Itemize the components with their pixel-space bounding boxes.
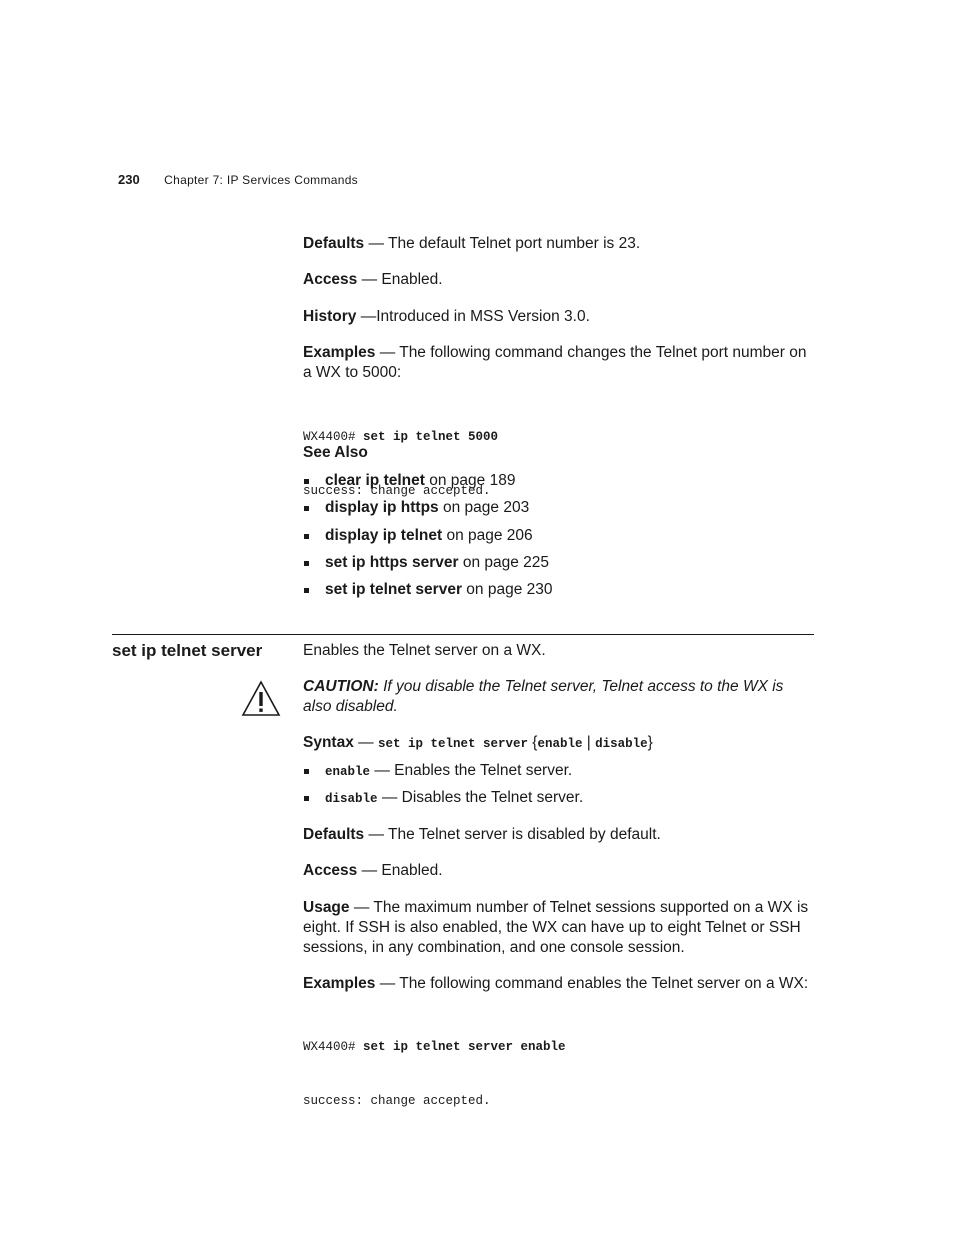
examples-text: — The following command changes the Telnet port number on a WX to 5000: — [303, 344, 807, 381]
defaults-text: — The default Telnet port number is 23. — [364, 235, 641, 252]
parameter-desc: — Enables the Telnet server. — [370, 762, 573, 779]
see-also-item[interactable] — [303, 498, 553, 525]
defaults-text: — The Telnet server is disabled by default. — [364, 826, 661, 843]
parameter-desc: — Disables the Telnet server. — [377, 789, 584, 807]
parameter-name: disable — [325, 792, 378, 807]
see-also-link[interactable]: display ip telnet — [325, 526, 443, 544]
parameter-name: enable — [325, 765, 371, 779]
section-divider — [112, 634, 814, 635]
see-also-page: on page 189 — [424, 472, 516, 489]
examples-paragraph-2 — [303, 974, 823, 994]
code-line — [303, 1038, 566, 1056]
defaults-label: Defaults — [303, 235, 365, 252]
caution-text: If you disable the Telnet server, Telnet access to the WX is also disabled. — [303, 678, 784, 715]
see-also-page: on page 225 — [458, 553, 550, 571]
see-also-link[interactable]: clear ip telnet — [325, 472, 425, 489]
bullet-icon — [304, 561, 309, 566]
defaults-paragraph-2 — [303, 825, 818, 845]
defaults-paragraph — [303, 234, 818, 254]
usage-label: Usage — [303, 899, 350, 916]
bullet-icon — [304, 796, 309, 801]
usage-text: — The maximum number of Telnet sessions supported on a WX is eight. If SSH is also enabled, the WX can have up to eight Telnet or SSH sessions, in any combination, and one console session. — [303, 899, 809, 956]
see-also-item[interactable] — [303, 553, 553, 580]
code-command: set ip telnet 5000 — [363, 430, 499, 444]
code-command: set ip telnet server enable — [363, 1040, 566, 1054]
bullet-icon — [304, 506, 309, 511]
bullet-icon — [304, 534, 309, 539]
usage-paragraph — [303, 898, 813, 958]
syntax-option-disable: disable — [595, 737, 648, 751]
examples-text: — The following command enables the Telnet server on a WX: — [375, 975, 809, 992]
caution-label: CAUTION: — [303, 678, 379, 695]
command-title: set ip telnet server — [112, 641, 263, 660]
history-paragraph — [303, 307, 818, 327]
bullet-icon — [304, 769, 309, 774]
see-also-page: on page 230 — [461, 581, 553, 599]
chapter-title: Chapter 7: IP Services Commands — [164, 173, 358, 187]
history-label: History — [303, 308, 357, 325]
syntax-label: Syntax — [303, 734, 354, 751]
access-label: Access — [303, 862, 358, 879]
examples-paragraph — [303, 343, 808, 383]
see-also-item[interactable] — [303, 580, 553, 607]
see-also-item[interactable] — [303, 526, 553, 553]
history-text: —Introduced in MSS Version 3.0. — [356, 308, 590, 325]
see-also-page: on page 203 — [438, 499, 530, 517]
see-also-item[interactable] — [303, 471, 553, 498]
access-text: — Enabled. — [357, 271, 443, 288]
code-output: success: change accepted. — [303, 1094, 491, 1108]
defaults-label: Defaults — [303, 826, 365, 843]
examples-label: Examples — [303, 344, 376, 361]
see-also-link[interactable]: set ip telnet server — [325, 581, 462, 599]
syntax-paragraph — [303, 733, 818, 754]
access-text: — Enabled. — [357, 862, 443, 879]
see-also-page: on page 206 — [442, 526, 533, 544]
command-description: Enables the Telnet server on a WX. — [303, 642, 546, 659]
bullet-icon — [304, 588, 309, 593]
code-output: success: change accepted. — [303, 484, 491, 498]
syntax-brace-close: } — [647, 734, 653, 751]
syntax-option-enable: enable — [537, 737, 583, 751]
examples-label: Examples — [303, 975, 376, 992]
code-prompt: WX4400# — [303, 1040, 364, 1054]
code-example-2 — [303, 1002, 566, 1128]
see-also-link[interactable]: display ip https — [325, 499, 439, 517]
code-prompt: WX4400# — [303, 430, 364, 444]
page-number: 230 — [118, 172, 140, 187]
access-label: Access — [303, 271, 358, 288]
syntax-command: set ip telnet server — [377, 737, 528, 751]
access-paragraph-2 — [303, 861, 818, 881]
see-also-link[interactable]: set ip https server — [325, 553, 459, 571]
parameter-item — [303, 761, 583, 788]
syntax-separator: | — [582, 734, 596, 751]
running-header — [118, 171, 358, 189]
see-also-list — [303, 471, 553, 607]
bullet-icon — [304, 479, 309, 484]
caution-paragraph — [303, 677, 815, 717]
see-also-heading: See Also — [303, 444, 368, 461]
parameter-list — [303, 761, 583, 816]
parameter-item — [303, 788, 583, 815]
syntax-brace-open: { — [528, 734, 538, 751]
access-paragraph — [303, 270, 818, 290]
syntax-dash: — — [353, 734, 378, 751]
warning-triangle-icon — [241, 680, 281, 718]
